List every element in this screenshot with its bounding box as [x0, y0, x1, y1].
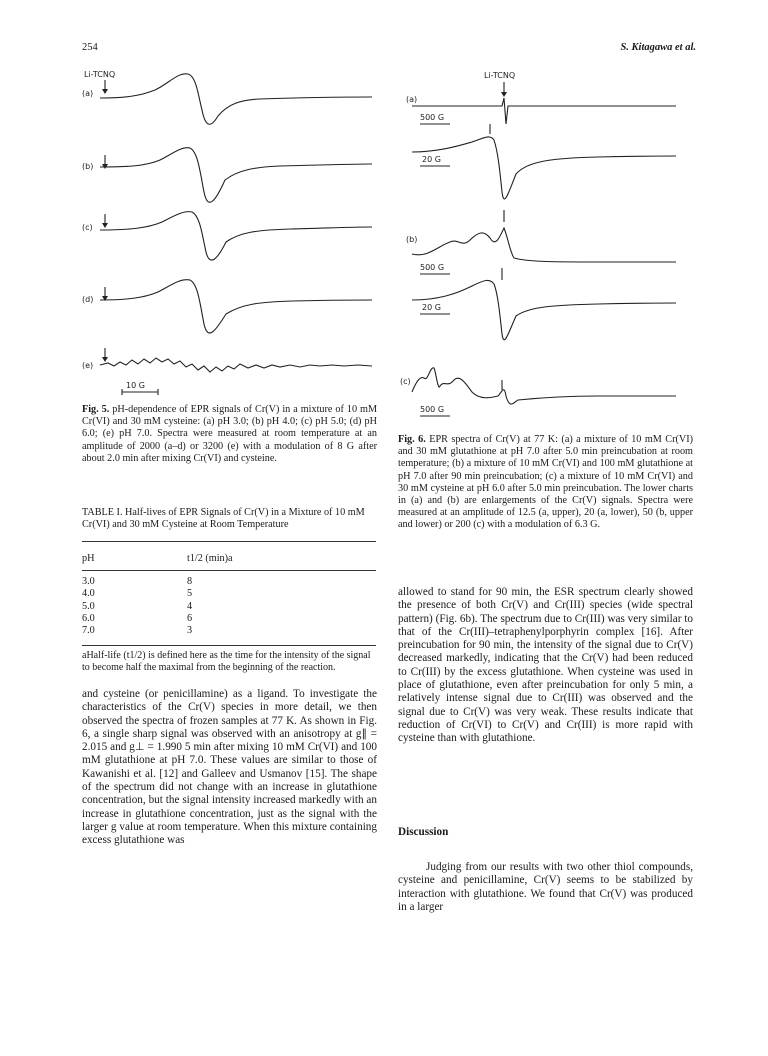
table1-header-t: t1/2 (min)a: [187, 553, 233, 564]
table-row: [82, 601, 376, 613]
fig5-caption-label: Fig. 5.: [82, 404, 110, 415]
table-row: [82, 613, 376, 625]
table-cell: 3: [187, 625, 193, 637]
fig6-panel-a: (a): [406, 95, 418, 104]
fig5-trace-e: [100, 358, 372, 372]
table-cell: 6.0: [82, 612, 95, 624]
fig5-trace-a: [100, 74, 372, 124]
table1-title-label: TABLE I.: [82, 507, 123, 518]
fig6-caption: [398, 434, 693, 532]
table1-header-rule: [82, 570, 376, 571]
fig5-panel-e: (e): [82, 361, 94, 370]
fig6-epr-spectra: [398, 62, 688, 432]
running-head: S. Kitagawa et al.: [620, 42, 696, 53]
fig5-scale-label: 10 G: [126, 381, 145, 390]
fig6-scale-label-a-upper: 500 G: [420, 113, 445, 122]
fig6-panel-c: (c): [400, 377, 411, 386]
table1-title-text: Half-lives of EPR Signals of Cr(V) in a Mixture of 10 mM Cr(VI) and 30 mM Cysteine at Room Temperature: [82, 507, 365, 531]
right-body-text: allowed to stand for 90 min, the ESR spectrum clearly showed the presence of both Cr(V) and Cr(III) species (wide spectral pattern) (Fig. 6b). The spectrum due to Cr(III) was very similar to that of the Cr(III)–tetraphenylporphyrin complex [16]. After preincubation for 90 min, the intensity of the signal due to Cr(V) decreased markedly, indicating that the Cr(V) had been reduced to Cr(III) by the excess glutathione. When cysteine was used in place of glutathione, even after preincubation for only 5 min, a relatively intense signal due to Cr(III) was observed and the signal due to Cr(V) was very weak. These results indicate that reduction of Cr(VI) to Cr(V) and Cr(III) is more rapid with cysteine than with glutathione.: [398, 586, 693, 745]
fig6-trace-b-upper: [412, 228, 676, 262]
fig6-marker-label: Li-TCNQ: [484, 71, 516, 80]
fig6-scale-label-b-upper: 500 G: [420, 263, 445, 272]
table-cell: 4: [187, 600, 193, 612]
fig6-trace-b-lower: [412, 280, 676, 339]
table-row: [82, 625, 376, 637]
table1-title: [82, 507, 377, 532]
fig5-arrowhead-c: [102, 223, 108, 228]
fig5-trace-b: [100, 148, 372, 203]
table-cell: 5: [187, 588, 193, 600]
table1: [82, 553, 376, 565]
fig5-marker-label: Li-TCNQ: [84, 70, 116, 79]
table1-body: [82, 576, 376, 637]
fig6-scale-label-a-lower: 20 G: [422, 155, 441, 164]
fig5-panel-a: (a): [82, 89, 94, 98]
fig6-scale-label-b-lower: 20 G: [422, 303, 441, 312]
page-number: 254: [82, 42, 98, 53]
fig6-trace-c: [412, 368, 676, 404]
table1-header-ph: pH: [82, 553, 95, 564]
table1-top-rule: [82, 541, 376, 542]
fig6-trace-a-upper: [412, 98, 676, 124]
section-heading-discussion: Discussion: [398, 826, 449, 838]
fig5-caption-text: pH-dependence of EPR signals of Cr(V) in a mixture of 10 mM Cr(VI) and 30 mM cysteine: (a) pH 3.0; (b) pH 4.0; (c) pH 5.0; (d) pH 6.0; (e) pH 7.0. Spectra were measured at room temperature at an amplitude of 2000 (a–d) or 3200 (e) with a modulation of 8 G after about 2.0 min after mixing Cr(VI) and cysteine.: [82, 404, 378, 464]
fig5-panel-b: (b): [82, 162, 94, 171]
discussion-text: Judging from our results with two other thiol compounds, cysteine and penicillamine, Cr(V) seems to be stabilized by interaction with glutathione. We found that Cr(V) was produced in a larger: [398, 861, 693, 913]
table-cell: 8: [187, 576, 193, 587]
fig5-epr-spectra: [80, 62, 380, 402]
table-cell: 6: [187, 612, 193, 624]
table1-footnote: aHalf-life (t1/2) is defined here as the time for the intensity of the signal to become half the maximal from the beginning of the reaction.: [82, 650, 371, 673]
table-cell: 5.0: [82, 600, 95, 612]
left-body-text: and cysteine (or penicillamine) as a ligand. To investigate the characteristics of the Cr(V) species in more detail, we then observed the spectra of frozen samples at 77 K. As shown in Fig. 6, a single sharp signal was observed with an anisotropy at g∥ = 2.015 and g⊥ = 1.990 5 min after mixing 10 mM Cr(VI) and 100 mM glutathione at pH 7.0. These values are similar to those of Kawanishi et al. [12] and Galleev and Usmanov [15]. The shape of the spectrum did not change with an increase in glutathione concentration, but the signal intensity increased markedly with an increase in glutathione concentration, just as the signal with the larger g value at room temperature. When this mixture containing excess glutathione was: [82, 688, 377, 847]
fig5-trace-c: [100, 212, 372, 260]
fig6-marker-arrowhead: [501, 92, 507, 97]
fig5-panel-c: (c): [82, 223, 93, 232]
fig5-trace-d: [100, 280, 372, 333]
fig6-scale-label-c: 500 G: [420, 405, 445, 414]
table-cell: 4.0: [82, 588, 95, 600]
fig5-arrowhead-a: [102, 89, 108, 94]
fig6-trace-a-lower: [412, 137, 676, 199]
fig5-panel-d: (d): [82, 295, 94, 304]
table-cell: 3.0: [82, 576, 95, 587]
table1-bottom-rule: [82, 645, 376, 646]
table-row: [82, 576, 376, 588]
fig5-caption: [82, 404, 377, 465]
table-row: [82, 588, 376, 600]
table-cell: 7.0: [82, 625, 95, 637]
fig6-panel-b: (b): [406, 235, 418, 244]
fig6-caption-text: EPR spectra of Cr(V) at 77 K: (a) a mixture of 10 mM Cr(VI) and 30 mM glutathione at pH 7.0 after 5.0 min preincubation at room temperature; (b) a mixture of 10 mM Cr(VI) and 100 mM glutathione at pH 7.0 after 90 min preincubation; (c) a mixture of 10 mM Cr(VI) and 30 mM cysteine at pH 6.0 after 5.0 min preincubation. The lower charts in (a) and (b) are enlargements of the Cr(V) signals. Spectra were measured at an amplitude of 12.5 (a, upper), 20 (a, lower), 50 (b, upper and lower) or 200 (c) with a modulation of 6.3 G.: [398, 434, 693, 531]
fig6-caption-label: Fig. 6.: [398, 434, 426, 445]
fig5-arrowhead-e: [102, 357, 108, 362]
